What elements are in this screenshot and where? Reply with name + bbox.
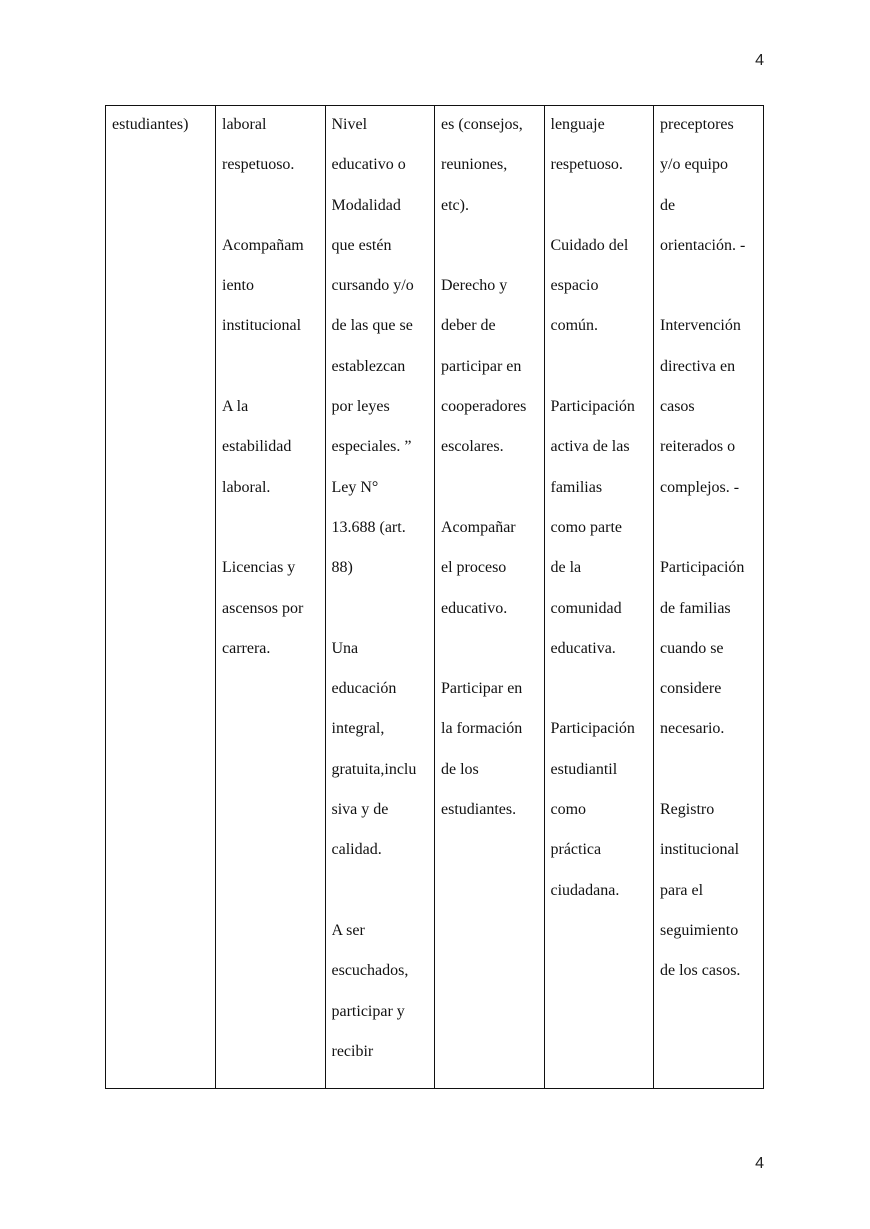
cell-text-line: preceptores <box>660 116 734 133</box>
cell-text-line: educativo. <box>441 599 508 617</box>
cell-text-line: escolares. <box>441 438 504 456</box>
cell-text-line: recibir <box>331 1042 374 1060</box>
cell-text-line: deber de <box>441 317 496 335</box>
cell-text-line: Intervención <box>660 317 741 335</box>
cell-text-line <box>441 629 538 669</box>
cell-text-line <box>660 750 757 790</box>
cell-text-line: seguimiento <box>660 921 739 939</box>
cell-text-line <box>332 589 429 629</box>
cell-text-line: laboral <box>222 116 267 133</box>
cell-text-line <box>222 347 319 387</box>
cell-text-line: de los <box>441 760 479 778</box>
cell-text-line: reiterados o <box>660 438 736 456</box>
table-cell-col-6 <box>654 106 764 1088</box>
cell-text-line: cooperadores <box>441 398 527 416</box>
cell-text-line <box>660 266 757 306</box>
cell-text-line: la formación <box>441 720 523 738</box>
cell-text-line: de las que se <box>331 317 413 335</box>
table-row <box>106 106 763 1088</box>
cell-text-line: de la <box>550 559 582 577</box>
cell-text-line: como <box>550 801 587 819</box>
cell-text-line <box>551 186 648 226</box>
cell-text-line: comunidad <box>550 599 622 617</box>
cell-text-line: gratuita,inclu <box>331 760 417 778</box>
cell-text-line: Participar en <box>441 680 523 698</box>
page-number-bottom: 4 <box>755 1155 764 1172</box>
cell-text-line: reuniones, <box>441 156 508 174</box>
cell-text-line: de los casos. <box>660 962 741 980</box>
cell-text-line: participar y <box>331 1002 405 1020</box>
cell-text-line: 13.688 (art. <box>331 518 406 536</box>
cell-text-line: ciudadana. <box>550 881 620 899</box>
rights-table <box>105 105 764 1089</box>
cell-text-line: Acompañam <box>222 236 304 254</box>
cell-text-line: Ley N° <box>331 478 379 496</box>
cell-text-line <box>441 468 538 508</box>
cell-text-line: práctica <box>550 841 602 859</box>
cell-text-line <box>551 669 648 709</box>
cell-text-line: Nivel <box>331 116 368 133</box>
table-cell-col-2 <box>216 106 326 1088</box>
cell-text-line: Participación <box>550 720 635 738</box>
cell-text-line: casos <box>660 398 695 416</box>
cell-text-line: como parte <box>550 518 623 536</box>
cell-text-line: A la <box>222 398 249 416</box>
cell-text-line: respetuoso. <box>222 156 295 174</box>
cell-text-line: Participación <box>550 398 635 416</box>
cell-text-line: considere <box>660 680 722 698</box>
cell-text-line: A ser <box>331 921 365 939</box>
cell-text-line <box>332 871 429 911</box>
cell-text-line: necesario. <box>660 720 725 738</box>
cell-text-line: participar en <box>441 357 522 375</box>
cell-text-line: y/o equipo <box>660 156 728 174</box>
cell-text-line <box>660 508 757 548</box>
cell-text-line: escuchados, <box>331 962 409 980</box>
cell-text-line: calidad. <box>331 841 382 859</box>
cell-text-line: Una <box>331 639 359 657</box>
table-cell-col-5 <box>544 106 654 1088</box>
cell-text-line: Cuidado del <box>550 236 629 254</box>
table-cell-col-1 <box>106 106 216 1088</box>
cell-text-line: siva y de <box>331 801 389 819</box>
cell-text-line: ascensos por <box>222 599 304 617</box>
cell-text-line: integral, <box>331 720 385 738</box>
cell-text-line: orientación. - <box>660 236 746 254</box>
page-number-top: 4 <box>755 52 764 69</box>
cell-text-line: cursando y/o <box>331 277 414 295</box>
cell-text-line: estudiantil <box>550 760 618 778</box>
cell-text-line: cuando se <box>660 639 724 657</box>
table-grid <box>106 106 763 1088</box>
cell-text-line: por leyes <box>331 398 390 416</box>
cell-text-line: educativa. <box>550 639 616 657</box>
cell-text-line: complejos. - <box>660 478 740 496</box>
cell-text-line: laboral. <box>222 478 271 496</box>
cell-text-line <box>222 186 319 226</box>
cell-text-line: educativo o <box>331 156 406 174</box>
cell-text-line <box>551 347 648 387</box>
table-cell-col-4 <box>435 106 545 1088</box>
cell-text-line: para el <box>660 881 704 899</box>
cell-text-line <box>222 508 319 548</box>
cell-text-line: estudiantes) <box>112 116 189 133</box>
cell-text-line: institucional <box>222 317 302 335</box>
cell-text-line: estabilidad <box>222 438 292 456</box>
table-cell-col-3 <box>325 106 435 1088</box>
cell-text-line: lenguaje <box>550 116 605 133</box>
cell-text-line: el proceso <box>441 559 507 577</box>
cell-text-line: común. <box>550 317 599 335</box>
cell-text-line: educación <box>331 680 397 698</box>
cell-text-line: Modalidad <box>331 196 401 214</box>
cell-text-line: activa de las <box>550 438 630 456</box>
cell-text-line: estudiantes. <box>441 801 517 819</box>
cell-text-line: Acompañar <box>441 518 516 536</box>
cell-text-line: Participación <box>660 559 745 577</box>
cell-text-line: iento <box>222 277 254 295</box>
cell-text-line: es (consejos, <box>441 116 523 133</box>
cell-text-line: 88) <box>331 559 353 577</box>
cell-text-line: de familias <box>660 599 731 617</box>
cell-text-line: Registro <box>660 801 715 819</box>
cell-text-line: institucional <box>660 841 740 859</box>
cell-text-line: espacio <box>550 277 599 295</box>
cell-text-line: de <box>660 196 676 214</box>
cell-text-line: Licencias y <box>222 559 296 577</box>
cell-text-line: carrera. <box>222 639 271 657</box>
cell-text-line: familias <box>550 478 603 496</box>
cell-text-line: respetuoso. <box>550 156 623 174</box>
cell-text-line: establezcan <box>331 357 406 375</box>
cell-text-line: que estén <box>331 236 392 254</box>
cell-text-line: directiva en <box>660 357 736 375</box>
cell-text-line <box>441 226 538 266</box>
cell-text-line: Derecho y <box>441 277 508 295</box>
cell-text-line: especiales. ” <box>331 438 412 456</box>
cell-text-line: etc). <box>441 196 469 214</box>
